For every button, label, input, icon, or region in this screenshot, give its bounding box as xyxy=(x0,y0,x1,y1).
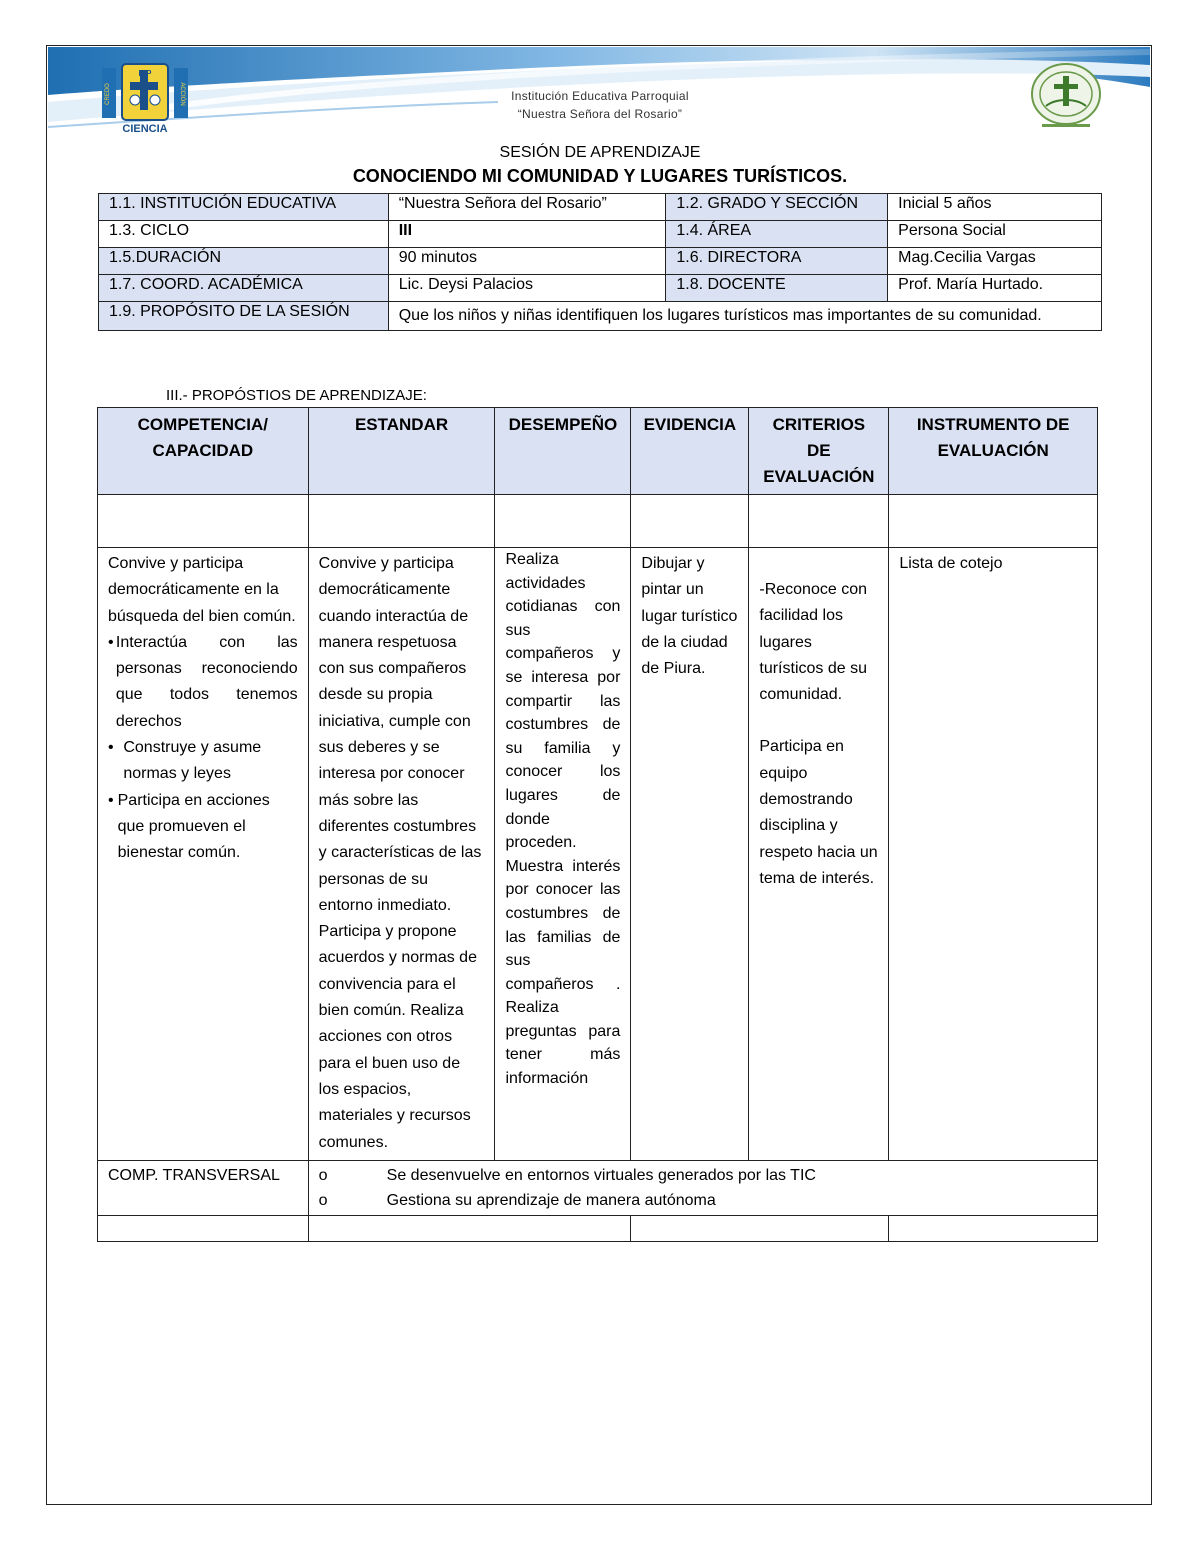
competencia-bullet xyxy=(108,630,298,735)
institution-subtitle: “Nuestra Señora del Rosario” xyxy=(517,107,683,121)
info-label: 1.6. DIRECTORA xyxy=(666,248,888,275)
info-label: 1.5.DURACIÓN xyxy=(99,248,389,275)
bullet-text: Construye y asume normas y leyes xyxy=(123,739,262,783)
header-criterios: CRITERIOS DE EVALUACIÓN xyxy=(749,408,889,495)
transversal-item xyxy=(319,1163,1087,1188)
bullet-text: Participa en acciones que promueven el bienestar común. xyxy=(117,791,270,862)
info-row xyxy=(99,248,1102,275)
empty-cell xyxy=(495,495,631,548)
transversal-label: COMP. TRANSVERSAL xyxy=(98,1160,309,1215)
institution-name: Institución Educativa Parroquial xyxy=(511,89,689,103)
info-label: 1.7. COORD. ACADÉMICA xyxy=(99,275,389,302)
empty-cell xyxy=(749,495,889,548)
transversal-item xyxy=(319,1188,1087,1213)
bullet-mark: • xyxy=(108,739,114,757)
info-label: 1.4. ÁREA xyxy=(666,221,888,248)
evidencia-cell: Dibujar y pintar un lugar turístico de la ciudad de Piura. xyxy=(631,548,749,1161)
empty-cell xyxy=(308,495,495,548)
desempeno-cell: Realiza actividades cotidianas con sus compañeros y se interesa por compartir las costumbres de su familia y conocer los lugares de donde proceden. Muestra interés por conocer las costumbres de las familias de sus compañeros . Realiza preguntas para tener más información xyxy=(495,548,631,1161)
info-value: Lic. Deysi Palacios xyxy=(388,275,666,302)
empty-row xyxy=(98,495,1098,548)
general-info-table xyxy=(98,193,1102,331)
session-label: SESIÓN DE APRENDIZAJE xyxy=(499,144,701,161)
header-evidencia: EVIDENCIA xyxy=(631,408,749,495)
session-title: CONOCIENDO MI COMUNIDAD Y LUGARES TURÍSTICOS. xyxy=(352,166,848,186)
instrumento-cell: Lista de cotejo xyxy=(889,548,1098,1161)
info-value: III xyxy=(388,221,666,248)
competencia-intro: Convive y participa democráticamente en la búsqueda del bien común. xyxy=(108,555,296,625)
info-row xyxy=(99,221,1102,248)
transversal-row xyxy=(98,1160,1098,1215)
criterios-cell xyxy=(749,548,889,1161)
info-value: “Nuestra Señora del Rosario” xyxy=(388,194,666,221)
bullet-mark: • xyxy=(108,791,114,809)
info-value: Persona Social xyxy=(888,221,1102,248)
content-row xyxy=(98,548,1098,1161)
header-row xyxy=(98,408,1098,495)
competencia-bullet xyxy=(108,788,298,867)
info-row xyxy=(99,194,1102,221)
empty-cell xyxy=(631,495,749,548)
info-label: 1.3. CICLO xyxy=(99,221,389,248)
info-value: 90 minutos xyxy=(388,248,666,275)
info-label: 1.2. GRADO Y SECCIÓN xyxy=(666,194,888,221)
transversal-marker: o xyxy=(318,1191,328,1209)
crest-side-left-text: CREDO xyxy=(105,83,111,105)
info-value: Mag.Cecilia Vargas xyxy=(888,248,1102,275)
header-estandar: ESTANDAR xyxy=(308,408,495,495)
crest-motto-text: CIENCIA xyxy=(122,123,168,135)
transversal-text: Gestiona su aprendizaje de manera autónoma xyxy=(386,1191,716,1209)
info-row xyxy=(99,275,1102,302)
empty-footer-row xyxy=(98,1215,1098,1241)
purpose-row xyxy=(99,302,1102,331)
header-competencia: COMPETENCIA/ CAPACIDAD xyxy=(98,408,309,495)
info-label: 1.1. INSTITUCIÓN EDUCATIVA xyxy=(99,194,389,221)
empty-cell xyxy=(98,1215,309,1241)
competencia-cell xyxy=(98,548,309,1161)
purpose-text: Que los niños y niñas identifiquen los lugares turísticos mas importantes de su comunidad. xyxy=(388,302,1101,331)
empty-cell xyxy=(98,495,309,548)
empty-cell xyxy=(308,1215,631,1241)
competencia-bullet xyxy=(108,735,298,788)
bullet-mark: • xyxy=(108,633,114,651)
info-value: Prof. María Hurtado. xyxy=(888,275,1102,302)
criterio-1: -Reconoce con facilidad los lugares turísticos de su comunidad. xyxy=(759,581,867,704)
bullet-text: Interactúa con las personas reconociendo que todos tenemos derechos xyxy=(115,633,298,730)
section-label: III.- PROPÓSTIOS DE APRENDIZAJE: xyxy=(166,387,427,404)
transversal-marker: o xyxy=(318,1166,328,1184)
transversal-text: Se desenvuelve en entornos virtuales generados por las TIC xyxy=(386,1166,816,1184)
info-value: Inicial 5 años xyxy=(888,194,1102,221)
purpose-label: 1.9. PROPÓSITO DE LA SESIÓN xyxy=(99,302,389,331)
empty-cell xyxy=(631,1215,889,1241)
header-desempeno: DESEMPEÑO xyxy=(495,408,631,495)
empty-cell xyxy=(889,495,1098,548)
estandar-cell: Convive y participa democráticamente cuando interactúa de manera respetuosa con sus compañeros desde su propia iniciativa, cumple con sus deberes y se interesa por conocer más sobre las diferentes costumbres y características de las personas de su entorno inmediato. Participa y propone acuerdos y normas de convivencia para el bien común. Realiza acciones con otros para el buen uso de los espacios, materiales y recursos comunes. xyxy=(308,548,495,1161)
empty-cell xyxy=(889,1215,1098,1241)
crest-side-right-text: ACCIÓN xyxy=(179,82,185,106)
learning-purposes-table xyxy=(97,407,1098,1242)
crest-badge-text: IEP xyxy=(138,69,152,78)
header-instrumento: INSTRUMENTO DE EVALUACIÓN xyxy=(889,408,1098,495)
info-label: 1.8. DOCENTE xyxy=(666,275,888,302)
criterio-2: Participa en equipo demostrando disciplina y respeto hacia un tema de interés. xyxy=(759,738,878,887)
transversal-items xyxy=(308,1160,1097,1215)
